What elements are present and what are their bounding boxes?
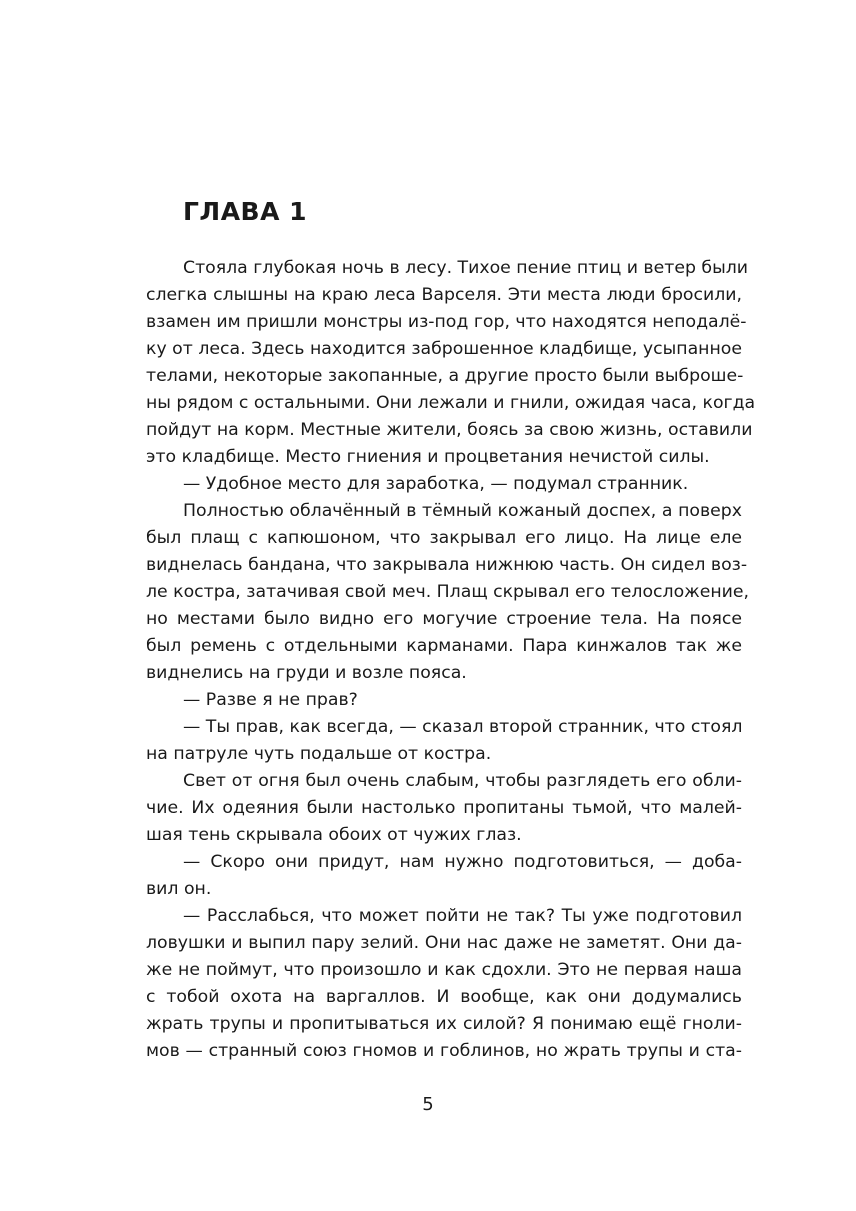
text-line: слегка слышны на краю леса Варселя. Эти места люди бросили, — [146, 285, 742, 305]
text-line: виднелись на груди и возле пояса. — [146, 663, 467, 683]
text-line: ле костра, затачивая свой меч. Плащ скрывал его телосложение, — [146, 582, 750, 602]
text-line: пойдут на корм. Местные жители, боясь за свою жизнь, оставили — [146, 420, 753, 440]
text-line: но местами было видно его могучие строение тела. На поясе — [146, 609, 742, 629]
text-line: виднелась бандана, что закрывала нижнюю часть. Он сидел воз- — [146, 555, 748, 575]
text-line: — Скоро они придут, нам нужно подготовиться, — доба- — [183, 852, 742, 872]
text-line: Полностью облачённый в тёмный кожаный доспех, а поверх — [183, 501, 742, 521]
text-line: — Разве я не прав? — [183, 690, 358, 710]
text-line: вил он. — [146, 879, 212, 899]
text-line: шая тень скрывала обоих от чужих глаз. — [146, 825, 522, 845]
text-line: телами, некоторые закопанные, а другие просто были выброше- — [146, 366, 744, 386]
text-line: — Ты прав, как всегда, — сказал второй странник, что стоял — [183, 717, 743, 737]
text-line: был плащ с капюшоном, что закрывал его лицо. На лице еле — [146, 528, 742, 548]
text-line: — Удобное место для заработка, — подумал странник. — [183, 474, 689, 494]
text-line: взамен им пришли монстры из-под гор, что находятся неподалё- — [146, 312, 747, 332]
text-line: — Расслабься, что может пойти не так? Ты уже подготовил — [183, 906, 742, 926]
text-line: был ремень с отдельными карманами. Пара кинжалов так же — [146, 636, 742, 656]
text-line: Свет от огня был очень слабым, чтобы разглядеть его обли- — [183, 771, 742, 791]
text-line: мов — странный союз гномов и гоблинов, но жрать трупы и ста- — [146, 1041, 742, 1061]
text-line: ловушки и выпил пару зелий. Они нас даже не заметят. Они да- — [146, 933, 742, 953]
text-line: ку от леса. Здесь находится заброшенное кладбище, усыпанное — [146, 339, 742, 359]
text-line: же не поймут, что произошло и как сдохли. Это не первая наша — [146, 960, 742, 980]
text-line: ны рядом с остальными. Они лежали и гнили, ожидая часа, когда — [146, 393, 756, 413]
page-number: 5 — [422, 1094, 434, 1115]
text-line: чие. Их одеяния были настолько пропитаны тьмой, что малей- — [146, 798, 742, 818]
text-line: жрать трупы и пропитываться их силой? Я понимаю ещё гноли- — [146, 1014, 742, 1034]
chapter-body — [146, 255, 756, 1065]
text-line: это кладбище. Место гниения и процветания нечистой силы. — [146, 447, 710, 467]
text-line: Стояла глубокая ночь в лесу. Тихое пение птиц и ветер были — [183, 258, 748, 278]
chapter-title: ГЛАВА 1 — [183, 197, 308, 226]
text-line: на патруле чуть подальше от костра. — [146, 744, 492, 764]
text-line: с тобой охота на варгаллов. И вообще, как они додумались — [146, 987, 742, 1007]
